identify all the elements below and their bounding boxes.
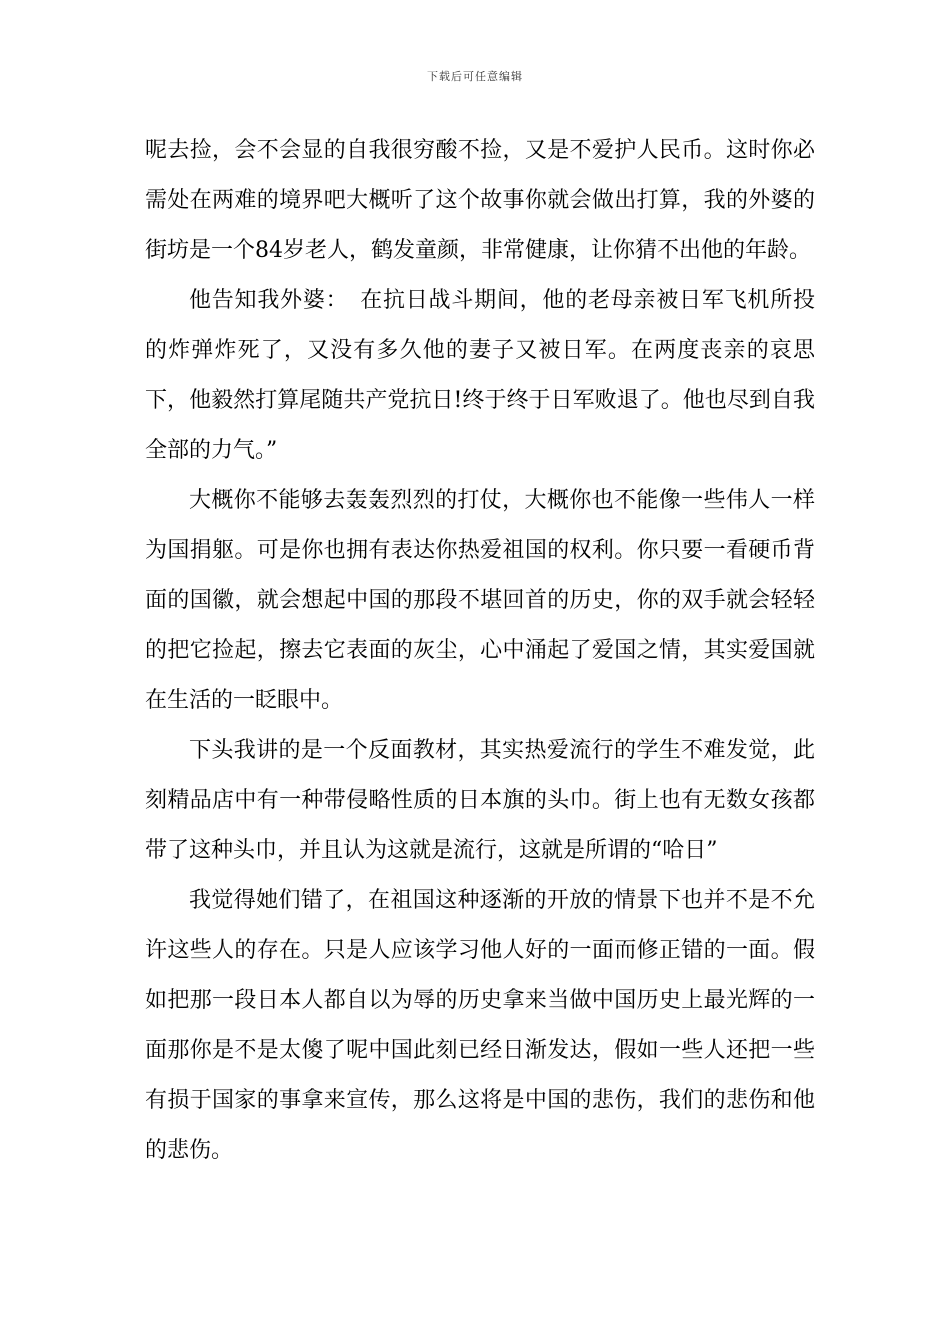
body-text (145, 126, 815, 1176)
paragraph-4: 下头我讲的是一个反面教材，其实热爱流行的学生不难发觉，此刻精品店中有一种带侵略性质的日本旗的头巾。街上也有无数女孩都带了这种头巾，并且认为这就是流行，这就是所谓的“哈日” (145, 738, 815, 863)
page-header: 下载后可任意编辑 (427, 70, 523, 83)
paragraph-5: 我觉得她们错了，在祖国这种逐渐的开放的情景下也并不是不允许这些人的存在。只是人应该学习他人好的一面而修正错的一面。假如把那一段日本人都自以为辱的历史拿来当做中国历史上最光辉的一面那你是不是太傻了呢中国此刻已经日渐发达，假如一些人还把一些有损于国家的事拿来宣传，那么这将是中国的悲伤，我们的悲伤和他的悲伤。 (145, 888, 815, 1163)
paragraph-3: 大概你不能够去轰轰烈烈的打仗，大概你也不能像一些伟人一样为国捐躯。可是你也拥有表达你热爱祖国的权利。你只要一看硬币背面的国徽，就会想起中国的那段不堪回首的历史，你的双手就会轻轻的把它捡起，擦去它表面的灰尘，心中涌起了爱国之情，其实爱国就在生活的一眨眼中。 (145, 488, 815, 713)
paragraph-2: 他告知我外婆： 在抗日战斗期间，他的老母亲被日军飞机所投的炸弹炸死了，又没有多久他的妻子又被日军。在两度丧亲的哀思下，他毅然打算尾随共产党抗日!终于终于日军败退了。他也尽到自我全部的力气。” (145, 288, 815, 463)
paragraph-1: 呢去捡，会不会显的自我很穷酸不捡，又是不爱护人民币。这时你必需处在两难的境界吧大概听了这个故事你就会做出打算，我的外婆的街坊是一个84岁老人，鹤发童颜，非常健康，让你猜不出他的年龄。 (145, 138, 815, 263)
